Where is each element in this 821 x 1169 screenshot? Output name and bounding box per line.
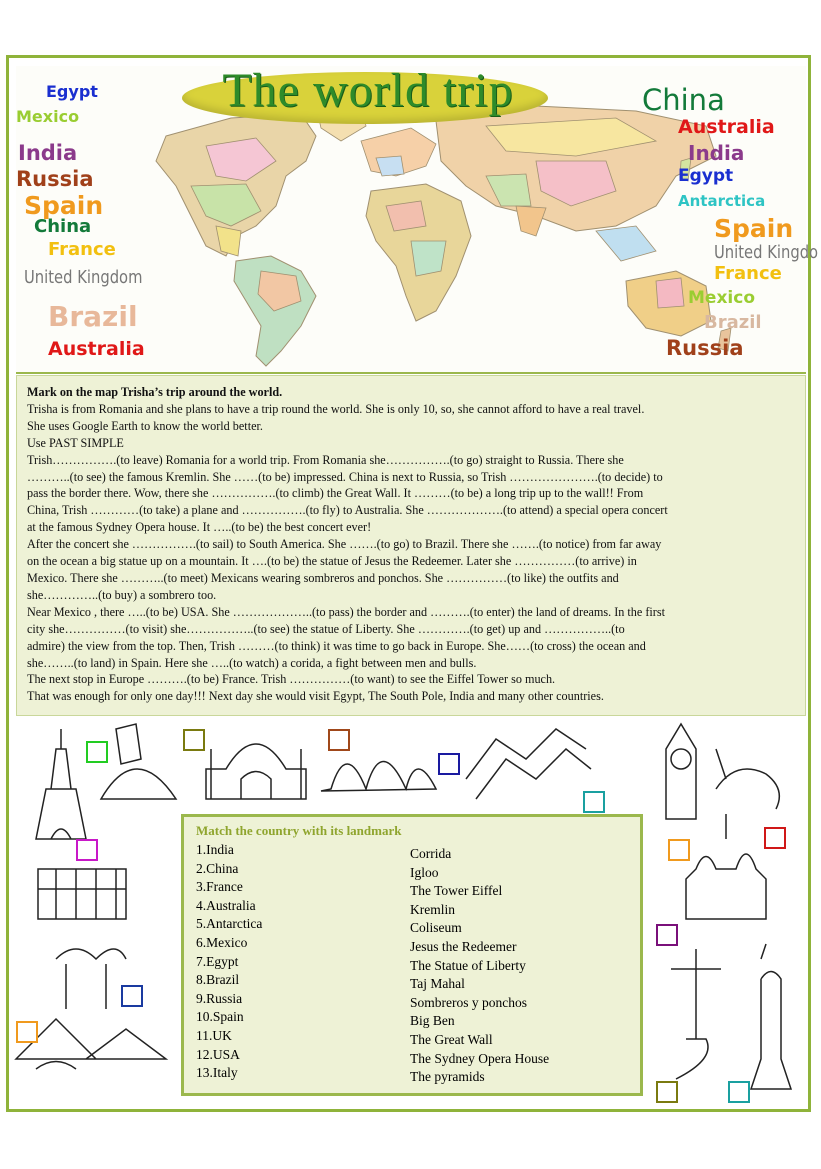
statue-of-liberty-icon: [751, 944, 791, 1089]
kremlin-icon: [686, 814, 766, 919]
country-word-right: Australia: [678, 116, 775, 138]
country-word-right: Mexico: [688, 288, 755, 308]
reading-line: After the concert she …………….(to sail) to South America. She …….(to go) to Brazil. There she …….(to notice) from far away: [27, 537, 662, 552]
match-country: 2.China: [196, 860, 239, 876]
match-exercise: [181, 814, 643, 1096]
match-country: 9.Russia: [196, 990, 243, 1006]
country-word-left: Australia: [48, 338, 145, 360]
country-word-right: Egypt: [678, 166, 734, 186]
answer-box[interactable]: [183, 729, 205, 751]
reading-line: The next stop in Europe ……….(to be) France. Trish ……………(to want) to see the Eiffel Tower so much.: [27, 672, 556, 687]
match-country: 3.France: [196, 879, 243, 895]
match-country: 5.Antarctica: [196, 916, 263, 932]
match-landmark: The pyramids: [410, 1069, 485, 1085]
answer-box[interactable]: [438, 753, 460, 775]
reading-line: ………..(to see) the famous Kremlin. She ……(to be) impressed. China is next to Russia, so Trish ………………….(to decide) to: [27, 469, 663, 484]
country-word-right: France: [714, 263, 782, 284]
match-title: Match the country with its landmark: [196, 823, 402, 838]
country-word-left: China: [34, 216, 92, 237]
match-country: 8.Brazil: [196, 972, 240, 988]
reading-line: admire) the view from the top. Then, Trish ………(to think) it was time to go back in Europe. She……(to cross) the ocean and: [27, 638, 646, 653]
reading-line: Use PAST SIMPLE: [27, 435, 124, 450]
match-countries: [196, 841, 262, 1083]
reading-line: on the ocean a big statue up on a mountain. It ….(to be) the statue of Jesus the Redeemer. Later she ……………(to arrive) in: [27, 554, 637, 569]
country-word-right: India: [688, 141, 745, 165]
country-word-right: United Kingdo: [714, 242, 819, 263]
answer-box[interactable]: [121, 985, 143, 1007]
match-landmark: The Sydney Opera House: [410, 1050, 550, 1066]
reading-line: Near Mexico , there …..(to be) USA. She ………………..(to pass) the border and ……….(to enter) the land of dreams. In the first: [27, 604, 665, 619]
reading-line: pass the border there. Wow, there she …………….(to climb) the Great Wall. It ………(to be) a long trip up to the wall!! From: [27, 486, 644, 501]
match-landmark: Taj Mahal: [410, 976, 465, 992]
match-country: 10.Spain: [196, 1009, 244, 1025]
match-country: 7.Egypt: [196, 953, 239, 969]
match-landmarks: [410, 845, 549, 1087]
reading-line: she……..(to land) in Spain. Here she …..(to watch) a corida, a fight between men and bulls.: [27, 655, 477, 670]
match-landmark: Kremlin: [410, 901, 455, 917]
great-wall-icon: [466, 729, 591, 799]
colosseum-icon: [38, 869, 126, 919]
reading-line: city she……………(to visit) she……………..(to see) the statue of Liberty. She ………….(to get) up and ……………..(to: [27, 621, 625, 636]
country-word-left: India: [18, 141, 78, 165]
big-ben-icon: [666, 724, 696, 819]
match-landmark: The Tower Eiffel: [410, 883, 503, 899]
reading-line: Mexico. There she ………..(to meet) Mexicans wearing sombreros and ponchos. She ……………(to like) the outfits and: [27, 570, 619, 585]
reading-line: she…………..(to buy) a sombrero too.: [27, 587, 217, 602]
country-word-right: Brazil: [704, 312, 762, 333]
christ-redeemer-icon: [671, 949, 721, 1079]
country-word-left: Egypt: [46, 82, 98, 101]
country-word-left: France: [48, 239, 116, 260]
answer-box[interactable]: [583, 791, 605, 813]
match-country: 6.Mexico: [196, 934, 248, 950]
match-landmark: Igloo: [410, 864, 439, 880]
reading-exercise: [16, 375, 806, 716]
answer-box[interactable]: [328, 729, 350, 751]
country-word-right: China: [642, 83, 725, 117]
reading-line: China, Trish …………(to take) a plane and …………….(to fly) to Australia. She ……………….(to attend) a special opera concert: [27, 503, 668, 518]
match-landmark: The Statue of Liberty: [410, 957, 526, 973]
reading-instruction: Mark on the map Trisha’s trip around the world.: [27, 385, 283, 399]
answer-box[interactable]: [764, 827, 786, 849]
country-word-left: Brazil: [48, 300, 138, 333]
taj-mahal-icon: [206, 744, 306, 799]
match-country: 11.UK: [196, 1027, 232, 1043]
match-country: 12.USA: [196, 1046, 240, 1062]
country-word-left: Spain: [24, 191, 104, 220]
country-word-right: Antarctica: [678, 192, 766, 210]
pyramids-icon: [16, 1019, 166, 1069]
country-word-right: Russia: [666, 336, 744, 360]
match-landmark: Jesus the Redeemer: [410, 938, 517, 954]
country-word-left: United Kingdom: [24, 267, 143, 288]
reading-line: Trisha is from Romania and she plans to have a trip round the world. She is only 10, so, she cannot afford to have a real travel.: [27, 401, 645, 416]
reading-line: at the famous Sydney Opera house. It …..(to be) the best concert ever!: [27, 520, 372, 535]
eiffel-tower-icon: [36, 729, 86, 839]
igloo-icon: [101, 724, 176, 799]
answer-box[interactable]: [656, 924, 678, 946]
mexicans-icon: [56, 949, 126, 1009]
match-landmark: Big Ben: [410, 1013, 455, 1029]
match-landmark: The Great Wall: [410, 1031, 493, 1047]
match-country: 4.Australia: [196, 897, 256, 913]
match-country: 13.Italy: [196, 1065, 238, 1081]
page-title: The world trip: [222, 64, 514, 117]
match-landmark: Coliseum: [410, 920, 462, 936]
answer-box[interactable]: [728, 1081, 750, 1103]
answer-box[interactable]: [86, 741, 108, 763]
reading-line: That was enough for only one day!!! Next day she would visit Egypt, The South Pole, India and many other countries.: [27, 689, 604, 704]
reading-line: Trish…………….(to leave) Romania for a world trip. From Romania she…………….(to go) straight to Russia. There she: [27, 452, 624, 467]
country-word-left: Russia: [16, 167, 94, 191]
reading-line: She uses Google Earth to know the world better.: [27, 418, 263, 433]
bullfight-icon: [716, 749, 779, 809]
sydney-opera-icon: [321, 762, 436, 792]
answer-box[interactable]: [668, 839, 690, 861]
world-map-section: [16, 64, 819, 374]
country-word-right: Spain: [714, 214, 794, 243]
answer-box[interactable]: [16, 1021, 38, 1043]
match-landmark: Sombreros y ponchos: [410, 994, 527, 1010]
answer-box[interactable]: [656, 1081, 678, 1103]
match-landmark: Corrida: [410, 846, 452, 861]
answer-box[interactable]: [76, 839, 98, 861]
match-country: 1.India: [196, 842, 234, 857]
country-word-left: Mexico: [16, 107, 80, 126]
